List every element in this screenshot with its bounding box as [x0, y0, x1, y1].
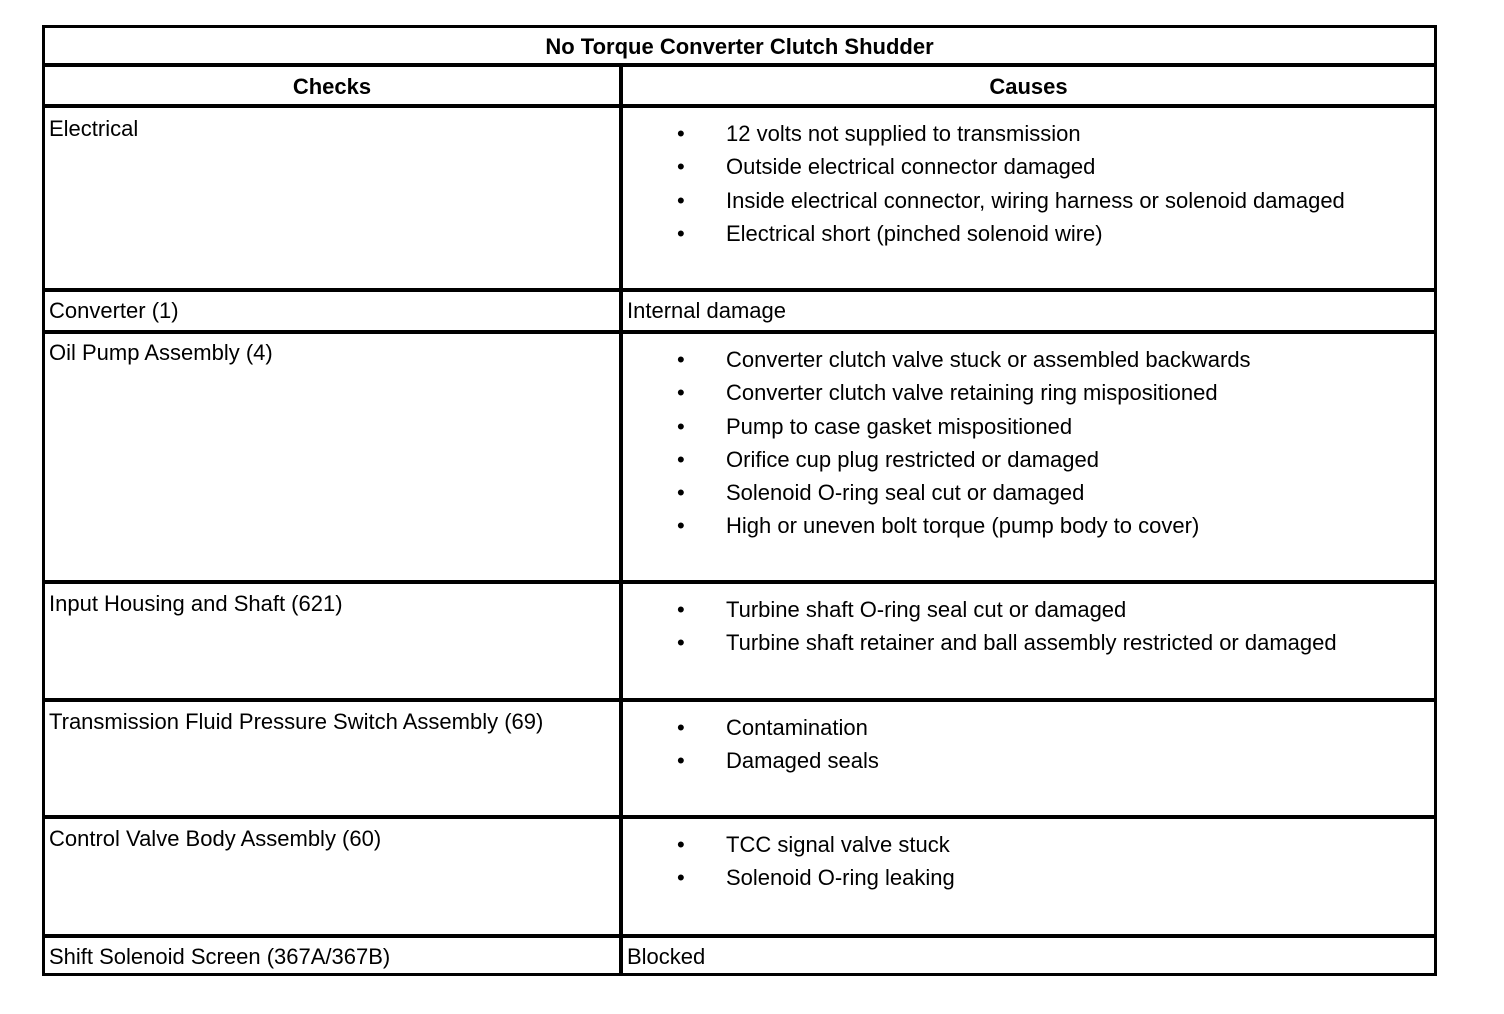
cause-text: Pump to case gasket mispositioned	[726, 413, 1073, 439]
cause-text: Electrical short (pinched solenoid wire)	[726, 220, 1103, 246]
cause-list	[665, 828, 955, 895]
cause-item	[665, 626, 1337, 659]
check-label: Converter (1)	[49, 298, 179, 323]
cause-text: TCC signal valve stuck	[726, 832, 950, 857]
check-label: Transmission Fluid Pressure Switch Assembly (69)	[49, 709, 544, 734]
cause-item	[665, 443, 1251, 476]
table-header-row	[45, 67, 1434, 106]
cause-item	[665, 376, 1251, 409]
cause-text: Converter clutch valve retaining ring mispositioned	[726, 380, 1218, 406]
bullet-icon: •	[677, 380, 685, 406]
table-row	[45, 584, 1434, 698]
check-label: Electrical	[49, 116, 139, 141]
bullet-icon: •	[677, 597, 685, 622]
cause-text: Outside electrical connector damaged	[726, 154, 1096, 180]
cause-item	[665, 410, 1251, 443]
cause-list	[665, 343, 1251, 543]
bullet-icon: •	[677, 121, 685, 146]
bullet-icon: •	[677, 865, 685, 891]
bullet-icon: •	[677, 715, 685, 740]
cause-text: Turbine shaft O-ring seal cut or damaged	[726, 597, 1127, 622]
bullet-icon: •	[677, 187, 685, 213]
check-label: Oil Pump Assembly (4)	[49, 340, 273, 365]
table-row	[45, 334, 1434, 580]
cause-item	[665, 476, 1251, 509]
cause-text: Turbine shaft retainer and ball assembly restricted or damaged	[726, 630, 1337, 656]
cause-item	[665, 343, 1251, 376]
column-header-causes: Causes	[989, 74, 1068, 99]
cause-item	[665, 150, 1345, 183]
cause-item	[665, 711, 879, 744]
cause-text: Blocked	[627, 944, 706, 969]
diagnostic-table	[42, 25, 1437, 976]
table-row	[45, 819, 1434, 934]
table-row	[45, 702, 1434, 815]
bullet-icon: •	[677, 748, 685, 774]
table-row	[45, 292, 1434, 330]
cause-item	[665, 593, 1337, 626]
cause-list	[665, 711, 879, 778]
table-title: No Torque Converter Clutch Shudder	[545, 34, 934, 59]
bullet-icon: •	[677, 832, 685, 857]
cause-item	[665, 861, 955, 894]
bullet-icon: •	[677, 446, 685, 472]
cause-list	[665, 593, 1337, 660]
bullet-icon: •	[677, 413, 685, 439]
bullet-icon: •	[677, 347, 685, 372]
check-label: Control Valve Body Assembly (60)	[49, 826, 382, 851]
cause-text: Solenoid O-ring seal cut or damaged	[726, 480, 1085, 506]
cause-text: Inside electrical connector, wiring harness or solenoid damaged	[726, 187, 1345, 213]
cause-item	[665, 217, 1345, 250]
cause-text: Contamination	[726, 715, 868, 740]
column-header-checks: Checks	[292, 74, 372, 99]
cause-item	[665, 828, 955, 861]
cause-text: High or uneven bolt torque (pump body to cover)	[726, 513, 1200, 539]
cause-text: Converter clutch valve stuck or assembled backwards	[726, 347, 1251, 372]
bullet-icon: •	[677, 154, 685, 180]
cause-item	[665, 184, 1345, 217]
cause-text: 12 volts not supplied to transmission	[726, 121, 1081, 146]
cause-item	[665, 509, 1251, 542]
cause-text: Internal damage	[627, 298, 786, 323]
cause-text: Solenoid O-ring leaking	[726, 865, 955, 891]
check-label: Shift Solenoid Screen (367A/367B)	[49, 944, 391, 969]
bullet-icon: •	[677, 513, 685, 539]
cause-text: Orifice cup plug restricted or damaged	[726, 446, 1099, 472]
cause-list	[665, 117, 1345, 250]
cause-text: Damaged seals	[726, 748, 879, 774]
table-row	[45, 108, 1434, 288]
cause-item	[665, 117, 1345, 150]
bullet-icon: •	[677, 630, 685, 656]
bullet-icon: •	[677, 220, 685, 246]
bullet-icon: •	[677, 480, 685, 506]
table-row	[45, 938, 1434, 976]
check-label: Input Housing and Shaft (621)	[49, 591, 343, 616]
cause-item	[665, 744, 879, 777]
